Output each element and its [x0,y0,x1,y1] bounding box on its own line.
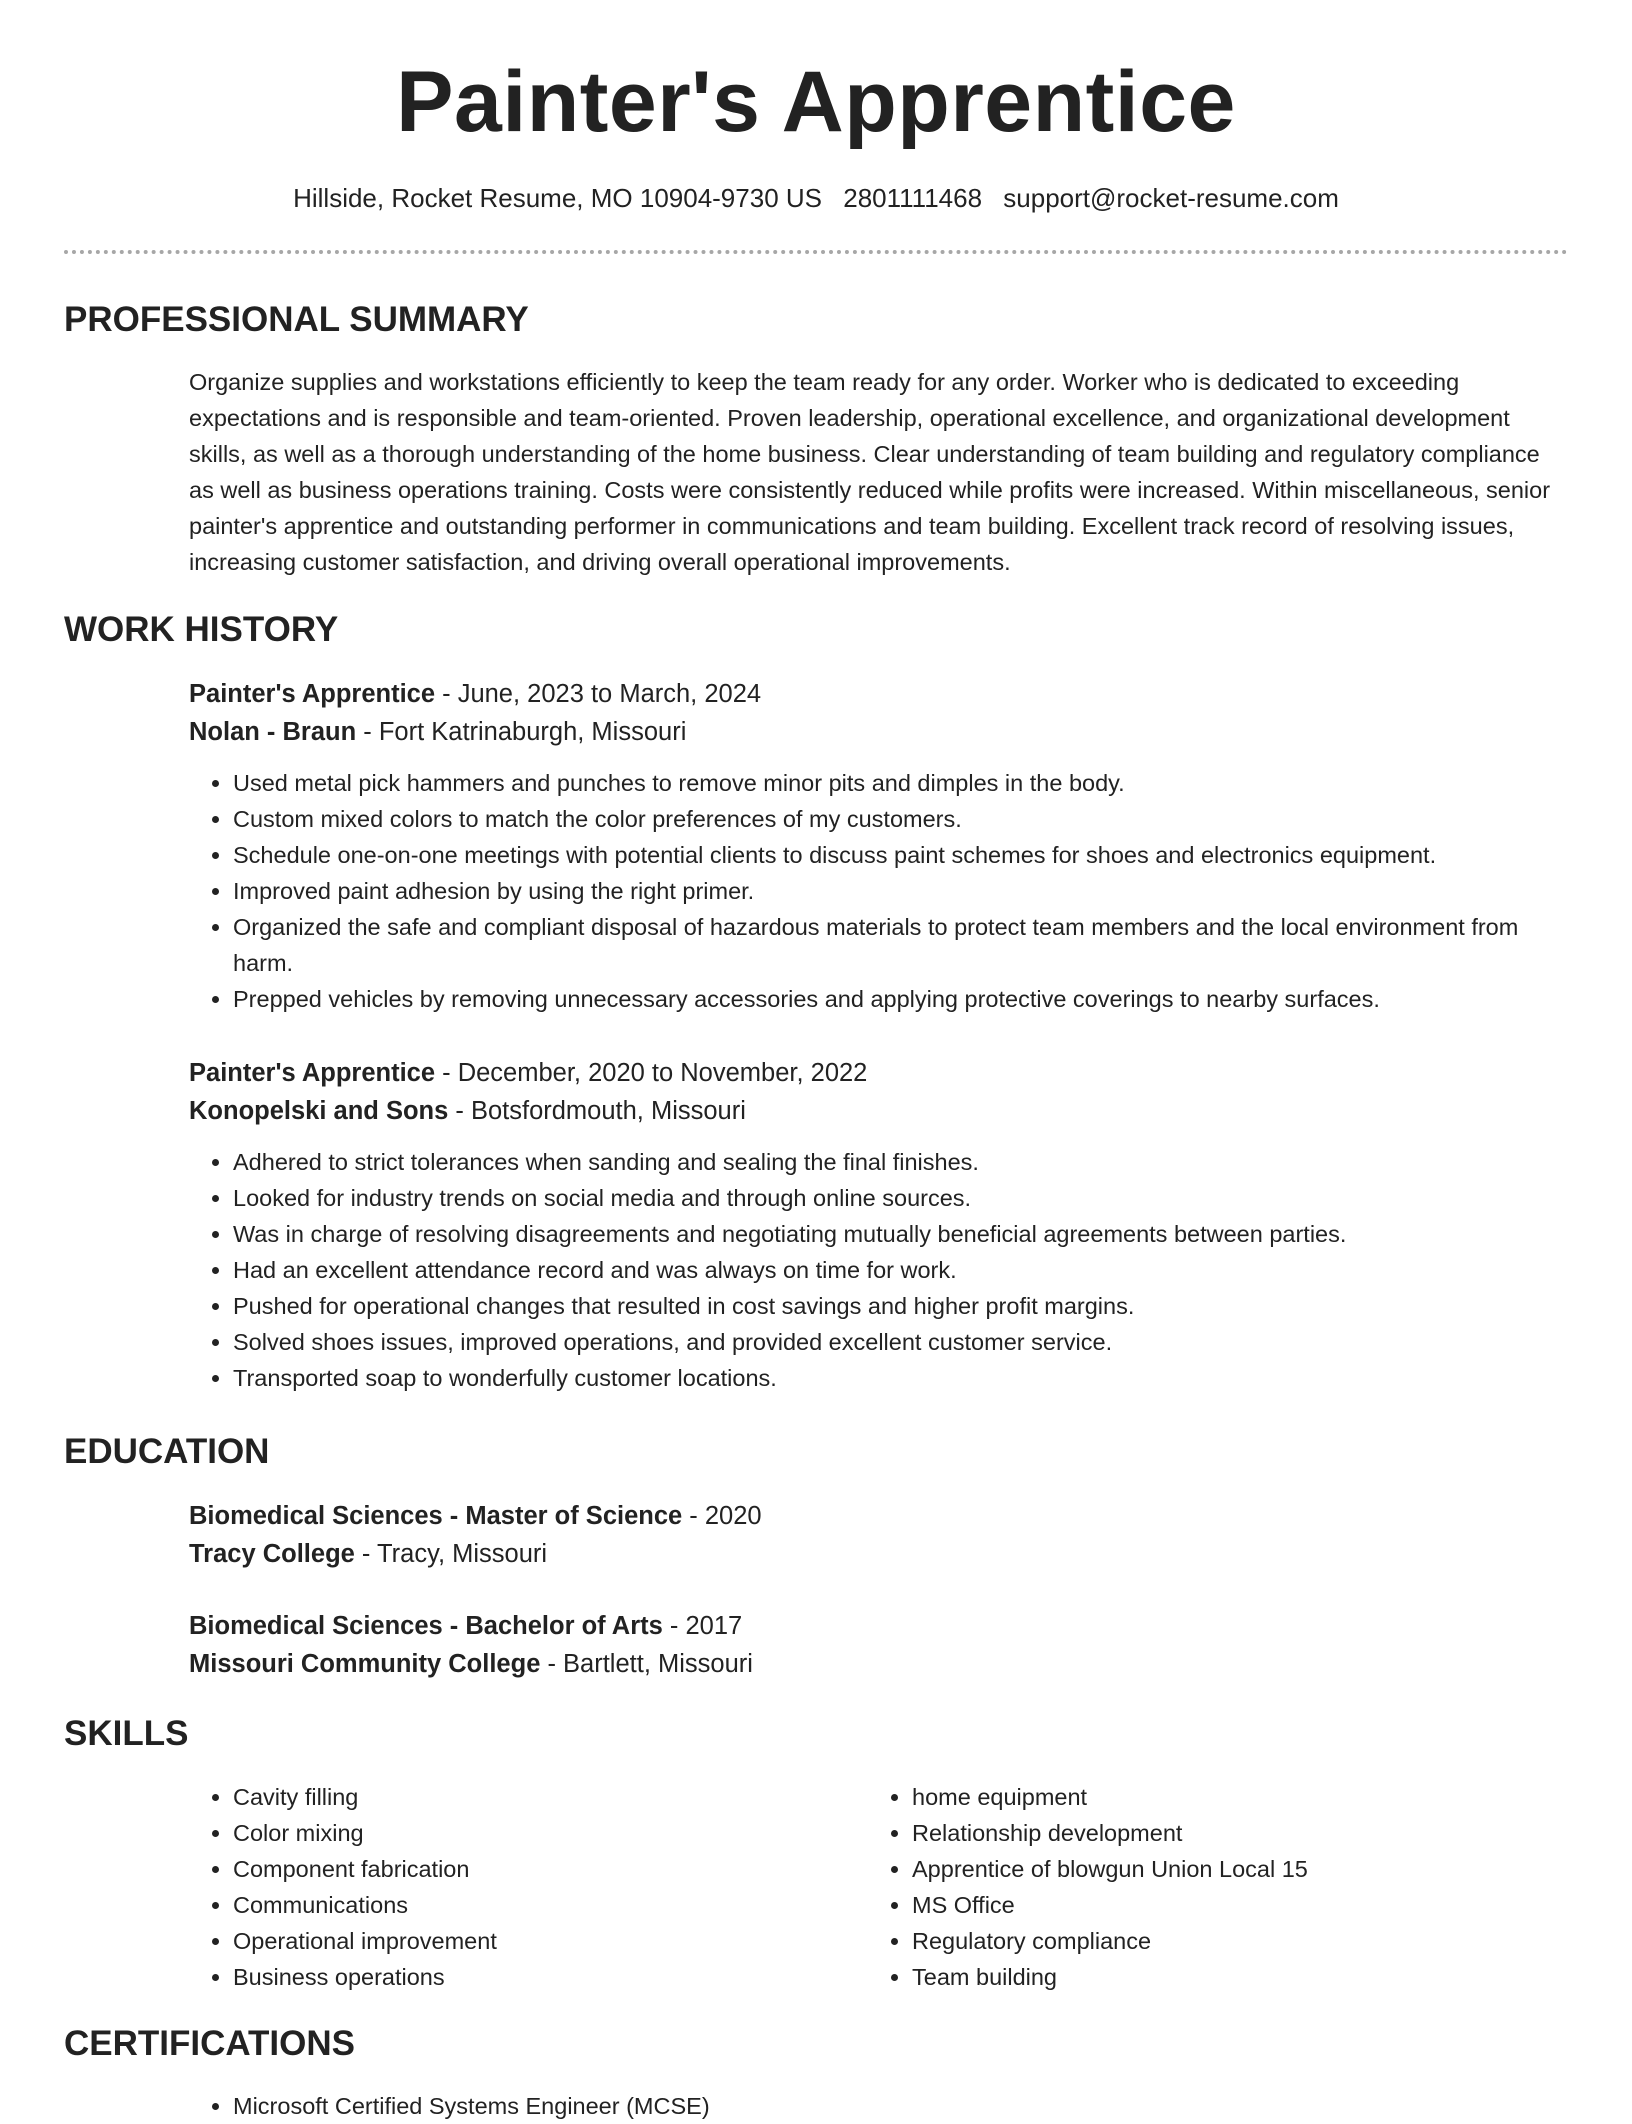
skills-column-left [189,1779,853,1995]
skill-item: • Component fabrication [233,1851,853,1887]
job-location: - Botsfordmouth, Missouri [448,1097,746,1125]
job-dates: - June, 2023 to March, 2024 [435,680,762,708]
list-item: • Prepped vehicles by removing unnecessary accessories and applying protective coverings to nearby surfaces. [233,981,1569,1017]
certifications-list [189,2088,1569,2124]
list-item: • Organized the safe and compliant disposal of hazardous materials to protect team members and the local environment from harm. [233,909,1569,981]
degree-line [189,1497,1569,1535]
education-entry [189,1497,1569,1573]
list-item: • Pushed for operational changes that resulted in cost savings and higher profit margins. [233,1288,1569,1324]
list-item: • Had an excellent attendance record and was always on time for work. [233,1252,1569,1288]
job-title-line [189,1054,1569,1092]
skill-item: • Relationship development [912,1815,1532,1851]
header-divider [64,250,1568,254]
list-item: • Transported soap to wonderfully customer locations. [233,1360,1569,1396]
summary-text: Organize supplies and workstations efficiently to keep the team ready for any order. Worker who is dedicated to exceeding expectations and is responsible and team-oriented. Proven leadership, operational excellence, and organizational development skills, as well as a thorough understanding of the home business. Clear understanding of team building and regulatory compliance as well as business operations training. Costs were consistently reduced while profits were increased. Within miscellaneous, senior painter's apprentice and outstanding performer in communications and team building. Excellent track record of resolving issues, increasing customer satisfaction, and driving overall operational improvements. [189,369,1551,575]
certifications-heading: CERTIFICATIONS [64,2024,356,2063]
school-line [189,1535,1569,1573]
list-item: • Improved paint adhesion by using the right primer. [233,873,1569,909]
work-history-heading: WORK HISTORY [64,610,339,649]
skill-item: • Apprentice of blowgun Union Local 15 [912,1851,1532,1887]
certifications-list-wrap [189,2088,1569,2124]
job-dates: - December, 2020 to November, 2022 [435,1059,868,1087]
contact-phone: 2801111468 [843,183,983,213]
skill-item: • Team building [912,1959,1532,1995]
certification-item: • Microsoft Certified Systems Engineer (MCSE) [233,2088,1569,2124]
list-item: • Used metal pick hammers and punches to remove minor pits and dimples in the body. [233,765,1569,801]
job-title-line [189,675,1569,713]
skills-list [189,1779,853,1995]
list-item: • Was in charge of resolving disagreements and negotiating mutually beneficial agreements between parties. [233,1216,1569,1252]
skill-item: • Communications [233,1887,853,1923]
job-title: Painter's Apprentice [189,1059,436,1087]
skill-item: • Operational improvement [233,1923,853,1959]
school: Tracy College [189,1540,355,1568]
summary-heading: PROFESSIONAL SUMMARY [64,300,529,339]
degree: Biomedical Sciences - Master of Science [189,1502,683,1530]
skill-item: • home equipment [912,1779,1532,1815]
resume-name: Painter's Apprentice [396,54,1236,150]
skills-heading: SKILLS [64,1714,189,1753]
job-entry [189,675,1569,1017]
job-entry [189,1054,1569,1396]
skill-item: • Regulatory compliance [912,1923,1532,1959]
degree-year: - 2020 [682,1502,762,1530]
job-company-line [189,1092,1569,1130]
job-company: Konopelski and Sons [189,1097,449,1125]
degree-year: - 2017 [662,1612,743,1640]
job-bullets [189,765,1569,1017]
skill-item: • MS Office [912,1887,1532,1923]
skill-item: • Color mixing [233,1815,853,1851]
skills-list [868,1779,1532,1995]
list-item: • Solved shoes issues, improved operations, and provided excellent customer service. [233,1324,1569,1360]
skill-item: • Cavity filling [233,1779,853,1815]
list-item: • Schedule one-on-one meetings with potential clients to discuss paint schemes for shoes and electronics equipment. [233,837,1569,873]
school-line [189,1645,1569,1683]
school-location: - Tracy, Missouri [354,1540,548,1568]
skills-column-right [868,1779,1532,1995]
education-entry [189,1607,1569,1683]
job-company: Nolan - Braun [189,718,357,746]
contact-line [0,180,1632,216]
job-bullets [189,1144,1569,1396]
education-heading: EDUCATION [64,1432,270,1471]
list-item: • Custom mixed colors to match the color preferences of my customers. [233,801,1569,837]
degree: Biomedical Sciences - Bachelor of Arts [189,1612,663,1640]
list-item: • Adhered to strict tolerances when sanding and sealing the final finishes. [233,1144,1569,1180]
job-title: Painter's Apprentice [189,680,436,708]
list-item: • Looked for industry trends on social media and through online sources. [233,1180,1569,1216]
job-location: - Fort Katrinaburgh, Missouri [356,718,687,746]
school: Missouri Community College [189,1650,541,1678]
job-company-line [189,713,1569,751]
degree-line [189,1607,1569,1645]
contact-address: Hillside, Rocket Resume, MO 10904-9730 US [293,183,822,213]
skill-item: • Business operations [233,1959,853,1995]
contact-email: support@rocket-resume.com [1003,183,1339,213]
school-location: - Bartlett, Missouri [540,1650,753,1678]
